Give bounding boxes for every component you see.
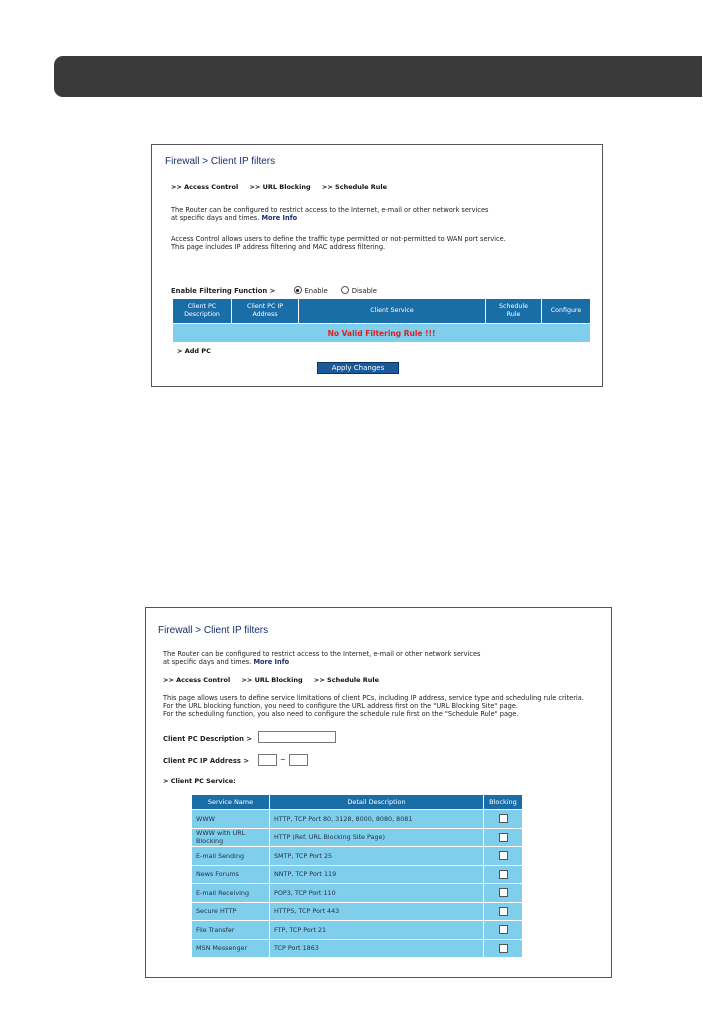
nav-schedule-rule[interactable]: >> Schedule Rule (313, 676, 380, 684)
table-row (192, 939, 523, 958)
blocking-cell (484, 847, 523, 866)
client-pc-service-table (191, 794, 523, 958)
desc-line-2: This page includes IP address filtering and MAC address filtering. (171, 243, 386, 251)
nav-access-control[interactable]: >> Access Control (163, 676, 231, 684)
description-text (163, 694, 584, 718)
empty-rules-message: No Valid Filtering Rule !!! (173, 324, 591, 343)
service-name-cell: E-mail Receiving (192, 884, 270, 903)
nav-url-blocking[interactable]: >> URL Blocking (249, 183, 311, 191)
col-configure: Configure (542, 299, 591, 324)
more-info-link[interactable]: More Info (261, 214, 298, 222)
service-detail-cell: HTTPS, TCP Port 443 (270, 902, 484, 921)
table-row (173, 324, 591, 343)
blocking-checkbox[interactable] (499, 814, 508, 823)
col-service-name: Service Name (192, 795, 270, 810)
ip-range-separator: ~ (280, 756, 286, 764)
blocking-cell (484, 828, 523, 847)
blocking-checkbox[interactable] (499, 888, 508, 897)
blocking-checkbox[interactable] (499, 925, 508, 934)
service-detail-cell: TCP Port 1863 (270, 939, 484, 958)
service-detail-cell: NNTP, TCP Port 119 (270, 865, 484, 884)
description-text (171, 235, 506, 251)
filter-function-label: Enable Filtering Function > (171, 287, 276, 295)
disable-label: Disable (351, 287, 377, 295)
blocking-checkbox[interactable] (499, 944, 508, 953)
intro-line-1: The Router can be configured to restrict access to the Internet, e-mail or other network services (171, 206, 489, 214)
nav-access-control[interactable]: >> Access Control (171, 183, 239, 191)
client-pc-description-label: Client PC Description > (163, 735, 253, 743)
desc-line-1: Access Control allows users to define the traffic type permitted or not-permitted to WAN port service. (171, 235, 506, 243)
page-title: Firewall > Client IP filters (165, 156, 276, 167)
disable-radio[interactable] (341, 286, 349, 294)
sub-nav (171, 183, 396, 191)
desc-line-2: For the URL blocking function, you need to configure the URL address first on the "URL Blocking Site" page. (163, 702, 518, 710)
col-schedule-rule: Schedule Rule (486, 299, 542, 324)
service-detail-cell: HTTP (Ref. URL Blocking Site Page) (270, 828, 484, 847)
service-name-cell: MSN Messenger (192, 939, 270, 958)
enable-label: Enable (304, 287, 328, 295)
page-title: Firewall > Client IP filters (158, 625, 269, 636)
table-row (192, 865, 523, 884)
screenshot-client-pc-form (145, 607, 612, 978)
nav-schedule-rule[interactable]: >> Schedule Rule (321, 183, 388, 191)
col-client-pc-ip: Client PC IP Address (232, 299, 299, 324)
ip-start-input[interactable] (258, 754, 277, 766)
filter-function-row (171, 278, 385, 297)
col-client-pc-description: Client PC Description (173, 299, 232, 324)
blocking-cell (484, 902, 523, 921)
service-detail-cell: FTP, TCP Port 21 (270, 921, 484, 940)
desc-line-1: This page allows users to define service limitations of client PCs, including IP address, service type and scheduling rule criteria. (163, 694, 584, 702)
add-pc-link[interactable]: > Add PC (177, 347, 211, 355)
service-name-cell: WWW (192, 810, 270, 829)
service-detail-cell: POP3, TCP Port 110 (270, 884, 484, 903)
table-row (192, 921, 523, 940)
enable-radio[interactable] (294, 286, 302, 294)
filter-rules-table (172, 298, 591, 343)
blocking-checkbox[interactable] (499, 851, 508, 860)
intro-text (171, 206, 488, 222)
more-info-link[interactable]: More Info (253, 658, 290, 666)
intro-line-1: The Router can be configured to restrict access to the Internet, e-mail or other network services (163, 650, 481, 658)
table-row (192, 828, 523, 847)
col-client-service: Client Service (299, 299, 486, 324)
blocking-checkbox[interactable] (499, 870, 508, 879)
blocking-cell (484, 939, 523, 958)
service-detail-cell: SMTP, TCP Port 25 (270, 847, 484, 866)
desc-line-3: For the scheduling function, you also need to configure the schedule rule first on the "Schedule Rule" page. (163, 710, 519, 718)
blocking-cell (484, 884, 523, 903)
nav-url-blocking[interactable]: >> URL Blocking (241, 676, 303, 684)
blocking-cell (484, 921, 523, 940)
blocking-checkbox[interactable] (499, 907, 508, 916)
table-row (192, 884, 523, 903)
blocking-checkbox[interactable] (499, 833, 508, 842)
service-name-cell: File Transfer (192, 921, 270, 940)
col-detail-description: Detail Description (270, 795, 484, 810)
sub-nav (163, 676, 388, 684)
screenshot-access-control (151, 144, 603, 387)
client-pc-service-label: > Client PC Service: (163, 777, 236, 785)
page-header-bar (54, 56, 702, 97)
intro-text (163, 650, 480, 666)
intro-line-2: at specific days and times. More Info (163, 658, 290, 666)
service-name-cell: E-mail Sending (192, 847, 270, 866)
ip-end-input[interactable] (289, 754, 308, 766)
client-pc-ip-label: Client PC IP Address > (163, 757, 250, 765)
service-name-cell: News Forums (192, 865, 270, 884)
intro-line-2: at specific days and times. More Info (171, 214, 298, 222)
service-name-cell: WWW with URL Blocking (192, 828, 270, 847)
blocking-cell (484, 865, 523, 884)
table-header-row (192, 795, 523, 810)
col-blocking: Blocking (484, 795, 523, 810)
table-row (192, 810, 523, 829)
apply-changes-button[interactable]: Apply Changes (317, 362, 399, 374)
client-pc-description-input[interactable] (258, 731, 336, 743)
table-header-row (173, 299, 591, 324)
service-name-cell: Secure HTTP (192, 902, 270, 921)
service-detail-cell: HTTP, TCP Port 80, 3128, 8000, 8080, 8081 (270, 810, 484, 829)
blocking-cell (484, 810, 523, 829)
table-row (192, 847, 523, 866)
table-row (192, 902, 523, 921)
